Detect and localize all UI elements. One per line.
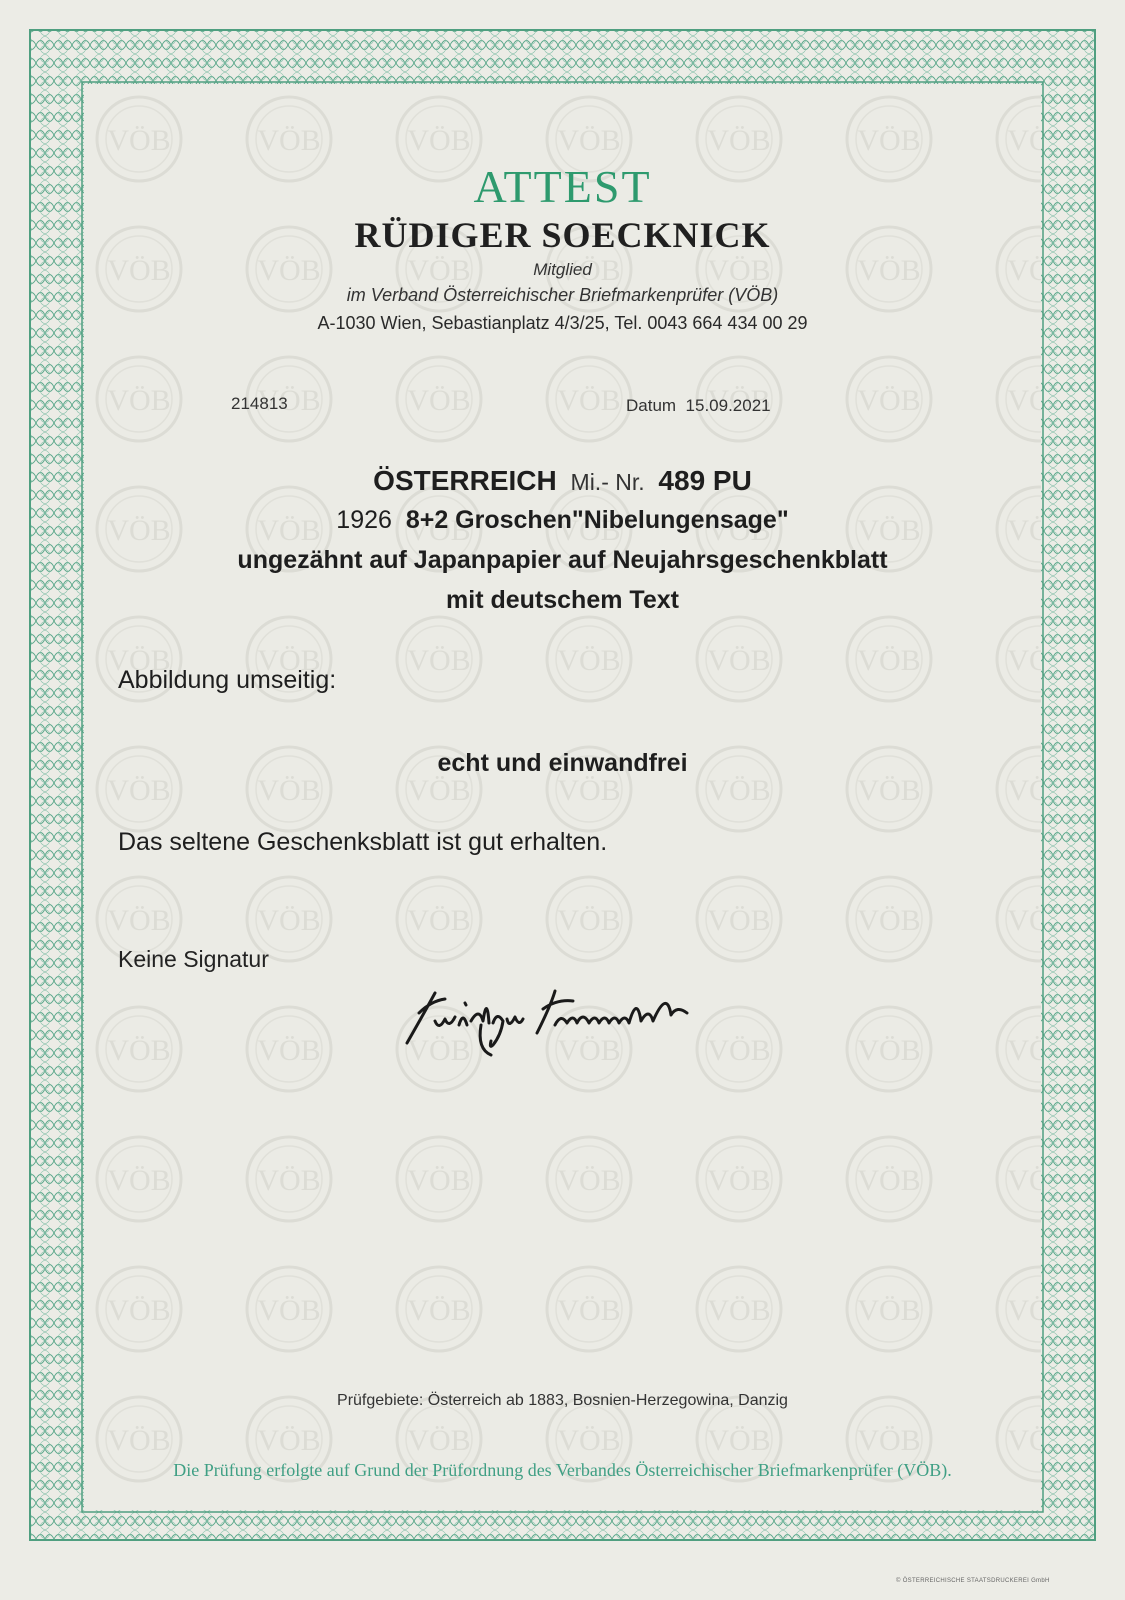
certificate-title: ATTEST (473, 161, 652, 212)
certificate-number: 214813 (231, 394, 288, 413)
certificate-date (626, 396, 771, 416)
printer-imprint: © ÖSTERREICHISCHE STAATSDRUCKEREI GmbH (896, 1578, 1050, 1584)
examiner-name: RÜDIGER SOECKNICK (354, 215, 771, 255)
date-value: 15.09.2021 (685, 396, 771, 415)
stamp-variant-line-1: ungezähnt auf Japanpapier auf Neujahrsgeschenkblatt (237, 546, 888, 574)
membership-label: Mitglied (533, 260, 592, 279)
verdict: echt und einwandfrei (437, 749, 688, 777)
stamp-issue (0, 506, 1125, 535)
handwritten-signature (405, 985, 725, 1060)
examiner-address: A-1030 Wien, Sebastianplatz 4/3/25, Tel. 0043 664 434 00 29 (317, 313, 808, 333)
illustration-note: Abbildung umseitig: (118, 666, 337, 694)
expertise-fields: Prüfgebiete: Österreich ab 1883, Bosnien-Herzegowina, Danzig (337, 1392, 788, 1409)
date-label: Datum (626, 396, 677, 415)
stamp-year: 1926 (336, 506, 392, 534)
catalog-number: 489 PU (658, 465, 752, 496)
stamp-description: 8+2 Groschen"Nibelungensage" (405, 506, 789, 534)
stamp-identification (0, 465, 1125, 497)
signature-note: Keine Signatur (118, 946, 269, 972)
association-name: im Verband Österreichischer Briefmarkenprüfer (VÖB) (346, 285, 779, 305)
stamp-country: ÖSTERREICH (373, 465, 557, 496)
condition-remark: Das seltene Geschenksblatt ist gut erhalten. (118, 828, 608, 856)
stamp-variant-line-2: mit deutschem Text (446, 586, 679, 614)
catalog-label: Mi.- Nr. (570, 469, 645, 495)
examination-basis-statement: Die Prüfung erfolgte auf Grund der Prüfordnung des Verbandes Österreichischer Briefmarkenprüfer (VÖB). (173, 1460, 952, 1480)
